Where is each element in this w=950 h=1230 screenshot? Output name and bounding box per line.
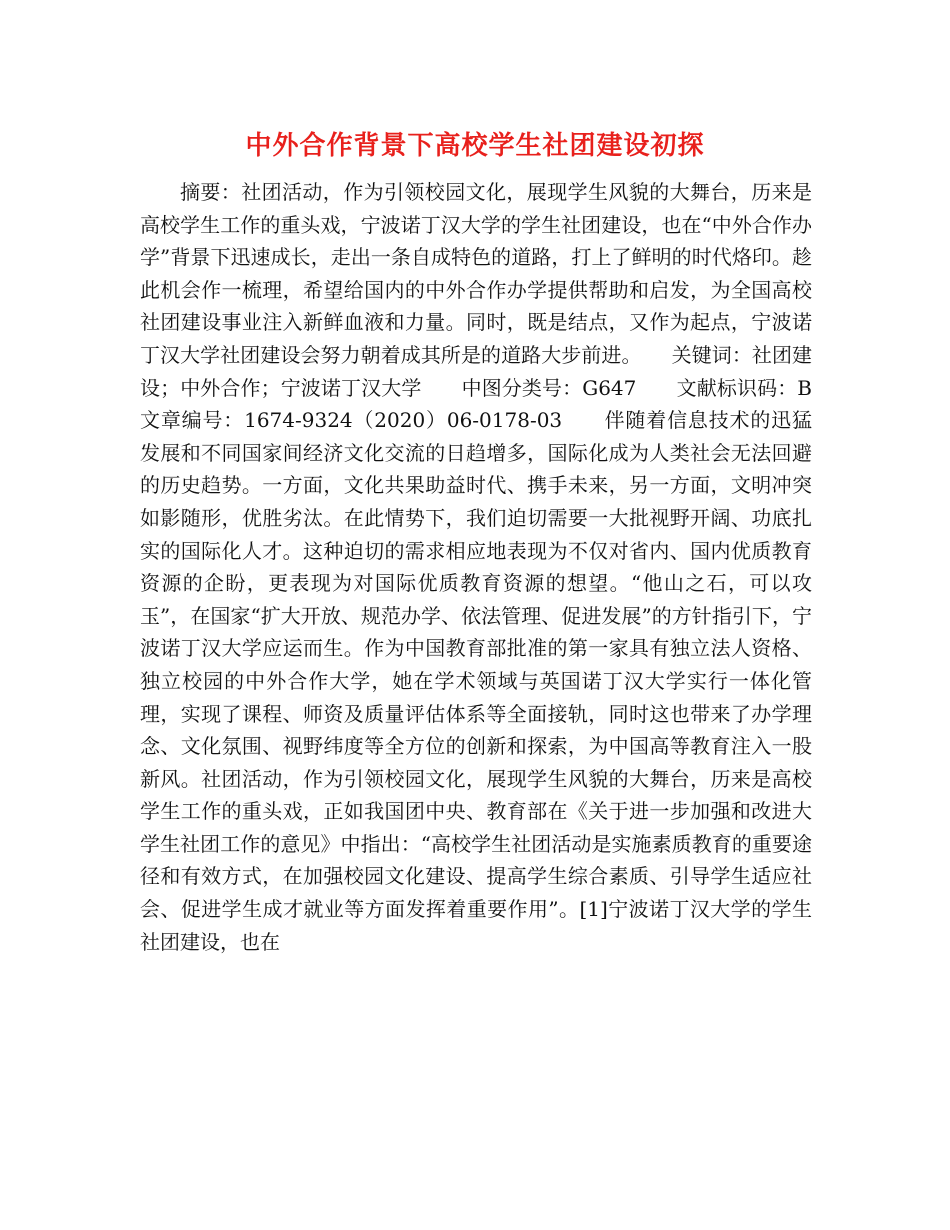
document-title: 中外合作背景下高校学生社团建设初探 [245,131,705,161]
body-paragraph: 摘要：社团活动，作为引领校园文化，展现学生风貌的大舞台，历来是高校学生工作的重头戏，宁波诺丁汉大学的学生社团建设，也在“中外合作办学”背景下迅速成长，走出一条自成特色的道路，打上了鲜明的时代烙印。趁此机会作一梳理，希望给国内的中外合作办学提供帮助和启发，为全国高校社团建设事业注入新鲜血液和力量。同时，既是结点，又作为起点，宁波诺丁汉大学社团建设会努力朝着成其所是的道路大步前进。 关键词：社团建设；中外合作；宁波诺丁汉大学 中图分类号：G647 文献标识码：B 文章编号：1674-9324（2020）06-0178-03 伴随着信息技术的迅猛发展和不同国家间经济文化交流的日趋增多，国际化成为人类社会无法回避的历史趋势。一方面，文化共果助益时代、携手未来，另一方面，文明冲突如影随形，优胜劣汰。在此情势下，我们迫切需要一大批视野开阔、功底扎实的国际化人才。这种迫切的需求相应地表现为不仅对省内、国内优质教育资源的企盼，更表现为对国际优质教育资源的想望。“他山之石，可以攻玉”，在国家“扩大开放、规范办学、依法管理、促进发展”的方针指引下，宁波诺丁汉大学应运而生。作为中国教育部批准的第一家具有独立法人资格、独立校园的中外合作大学，她在学术领域与英国诺丁汉大学实行一体化管理，实现了课程、师资及质量评估体系等全面接轨，同时这也带来了办学理念、文化氛围、视野纬度等全方位的创新和探索，为中国高等教育注入一股新风。社团活动，作为引领校园文化，展现学生风貌的大舞台，历来是高校学生工作的重头戏，正如我国团中央、教育部在《关于进一步加强和改进大学生社团工作的意见》中指出：“高校学生社团活动是实施素质教育的重要途径和有效方式，在加强校园文化建设、提高学生综合素质、引导学生适应社会、促进学生成才就业等方面发挥着重要作用”。[1]宁波诺丁汉大学的学生社团建设，也在 [140,180,852,954]
